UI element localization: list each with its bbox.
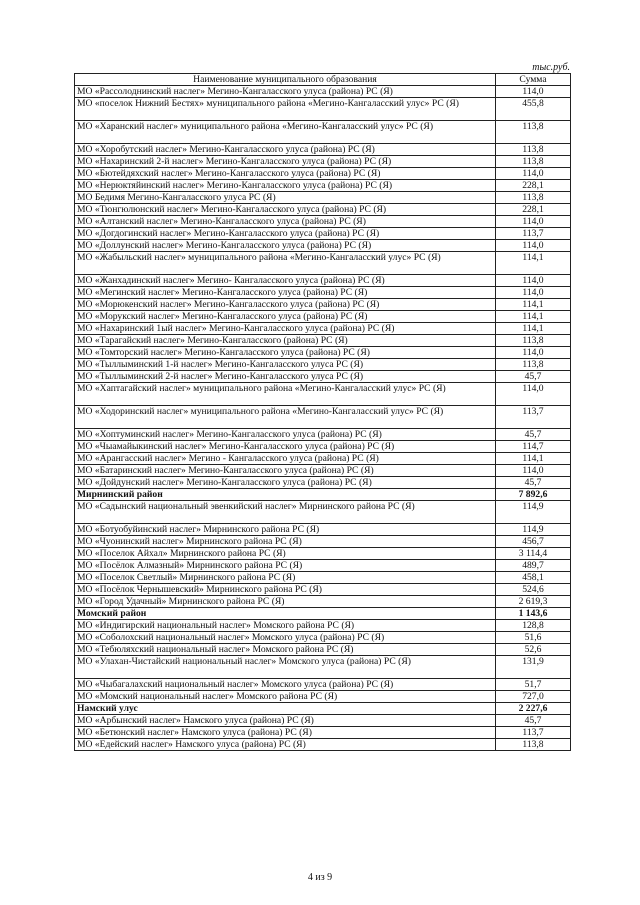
name-cell: МО «Томторский наслег» Мегино-Кангаласского улуса (района) РС (Я)	[75, 347, 496, 359]
table-row	[75, 240, 571, 252]
amount-cell: 113,8	[496, 359, 571, 371]
table-row	[75, 335, 571, 347]
name-cell: МО «Садынский национальный эвенкийский наслег» Мирнинского района РС (Я)	[75, 501, 496, 524]
amount-cell: 45,7	[496, 371, 571, 383]
amount-cell: 3 114,4	[496, 548, 571, 560]
amount-cell: 114,0	[496, 168, 571, 180]
name-cell: МО «Дойдунский наслег» Мегино-Кангаласского улуса (района) РС (Я)	[75, 477, 496, 489]
amount-cell: 114,0	[496, 240, 571, 252]
name-cell: МО «Город Удачный» Мирнинского района РС (Я)	[75, 596, 496, 608]
amount-cell: 114,0	[496, 275, 571, 287]
name-cell: МО «Посёлок Чернышевский» Мирнинского района РС (Я)	[75, 584, 496, 596]
name-cell: МО «Хаптагайский наслег» муниципального района «Мегино-Кангаласский улус» РС (Я)	[75, 383, 496, 406]
amount-cell: 114,0	[496, 216, 571, 228]
name-cell: МО «Бютейдяхский наслег» Мегино-Кангаласского улуса (района) РС (Я)	[75, 168, 496, 180]
amount-cell: 114,0	[496, 465, 571, 477]
table-row	[75, 620, 571, 632]
group-amount-cell: 7 892,6	[496, 489, 571, 501]
amount-cell: 113,8	[496, 121, 571, 144]
budget-table	[74, 73, 571, 751]
name-cell: МО «Нерюктяйинский наслег» Мегино-Кангаласского улуса (района) РС (Я)	[75, 180, 496, 192]
table-header-row	[75, 74, 571, 86]
table-row	[75, 168, 571, 180]
amount-cell: 113,7	[496, 406, 571, 429]
name-cell: МО «Поселок Айхал» Мирнинского района РС (Я)	[75, 548, 496, 560]
table-row	[75, 679, 571, 691]
table-row	[75, 275, 571, 287]
amount-cell: 113,8	[496, 739, 571, 751]
table-row	[75, 383, 571, 406]
amount-cell: 45,7	[496, 429, 571, 441]
table-row	[75, 287, 571, 299]
amount-cell: 113,8	[496, 192, 571, 204]
group-name-cell: Мирнинский район	[75, 489, 496, 501]
table-row	[75, 477, 571, 489]
name-cell: МО «Ботуобуйинский наслег» Мирнинского района РС (Я)	[75, 524, 496, 536]
amount-cell: 727,0	[496, 691, 571, 703]
table-row	[75, 299, 571, 311]
table-row	[75, 465, 571, 477]
amount-cell: 458,1	[496, 572, 571, 584]
amount-cell: 45,7	[496, 715, 571, 727]
name-cell: МО «Алтанский наслег» Мегино-Кангаласского улуса (района) РС (Я)	[75, 216, 496, 228]
page-number: 4 из 9	[307, 872, 333, 883]
name-cell: МО «Доллунский наслег» Мегино-Кангаласского улуса (района) РС (Я)	[75, 240, 496, 252]
table-row	[75, 252, 571, 275]
amount-cell: 113,8	[496, 156, 571, 168]
amount-cell: 114,0	[496, 86, 571, 98]
amount-cell: 45,7	[496, 477, 571, 489]
amount-cell: 113,8	[496, 144, 571, 156]
amount-cell: 113,8	[496, 335, 571, 347]
amount-cell: 51,6	[496, 632, 571, 644]
name-cell: МО «Чуонинский наслег» Мирнинского района РС (Я)	[75, 536, 496, 548]
table-row	[75, 572, 571, 584]
name-cell: МО «Морукский наслег» Мегино-Кангаласского улуса (района) РС (Я)	[75, 311, 496, 323]
table-row	[75, 144, 571, 156]
table-row	[75, 228, 571, 240]
header-name: Наименование муниципального образования	[75, 74, 496, 86]
name-cell: МО «Поселок Светлый» Мирнинского района РС (Я)	[75, 572, 496, 584]
name-cell: МО «Догдогинский наслег» Мегино-Кангаласского улуса (района) РС (Я)	[75, 228, 496, 240]
name-cell: МО «Соболохский национальный наслег» Момского улуса (района) РС (Я)	[75, 632, 496, 644]
name-cell: МО «Харанский наслег» муниципального района «Мегино-Кангаласский улус» РС (Я)	[75, 121, 496, 144]
amount-cell: 114,9	[496, 501, 571, 524]
group-row	[75, 703, 571, 715]
name-cell: МО «Тебюляхский национальный наслег» Момского района РС (Я)	[75, 644, 496, 656]
name-cell: МО «Арангасский наслег» Мегино - Кангаласского улуса (района) РС (Я)	[75, 453, 496, 465]
table-row	[75, 121, 571, 144]
table-row	[75, 371, 571, 383]
header-amount: Сумма	[496, 74, 571, 86]
group-row	[75, 608, 571, 620]
amount-cell: 2 619,3	[496, 596, 571, 608]
name-cell: МО «Момский национальный наслег» Момского района РС (Я)	[75, 691, 496, 703]
name-cell: МО Бедимя Мегино-Кангаласского улуса РС (Я)	[75, 192, 496, 204]
table-row	[75, 524, 571, 536]
name-cell: МО «Мегинский наслег» Мегино-Кангаласского улуса (района) РС (Я)	[75, 287, 496, 299]
amount-cell: 52,6	[496, 644, 571, 656]
table-row	[75, 441, 571, 453]
table-row	[75, 584, 571, 596]
amount-cell: 114,1	[496, 299, 571, 311]
amount-cell: 489,7	[496, 560, 571, 572]
table-row	[75, 429, 571, 441]
group-amount-cell: 1 143,6	[496, 608, 571, 620]
table-row	[75, 156, 571, 168]
units-label: тыс.руб.	[532, 62, 570, 73]
amount-cell: 114,0	[496, 347, 571, 359]
amount-cell: 114,7	[496, 441, 571, 453]
table-row	[75, 216, 571, 228]
amount-cell: 524,6	[496, 584, 571, 596]
name-cell: МО «Батаринский наслег» Мегино-Кангаласского улуса (района) РС (Я)	[75, 465, 496, 477]
amount-cell: 113,7	[496, 228, 571, 240]
table-row	[75, 501, 571, 524]
table-row	[75, 691, 571, 703]
table-row	[75, 739, 571, 751]
name-cell: МО «Тарагайский наслег» Мегино-Кангаласского (района) РС (Я)	[75, 335, 496, 347]
amount-cell: 114,1	[496, 311, 571, 323]
name-cell: МО «Тыллыминский 2-й наслег» Мегино-Кангаласского улуса РС (Я)	[75, 371, 496, 383]
table-row	[75, 644, 571, 656]
table-row	[75, 453, 571, 465]
name-cell: МО «Хоробутский наслег» Мегино-Кангаласского улуса (района) РС (Я)	[75, 144, 496, 156]
name-cell: МО «Посёлок Алмазный» Мирнинского района РС (Я)	[75, 560, 496, 572]
name-cell: МО «Жабыльский наслег» муниципального района «Мегино-Кангаласский улус» РС (Я)	[75, 252, 496, 275]
table-row	[75, 632, 571, 644]
table-row	[75, 311, 571, 323]
table-row	[75, 715, 571, 727]
amount-cell: 131,9	[496, 656, 571, 679]
amount-cell: 114,1	[496, 453, 571, 465]
group-name-cell: Намский улус	[75, 703, 496, 715]
name-cell: МО «Тыллыминский 1-й наслег» Мегино-Кангаласского улуса РС (Я)	[75, 359, 496, 371]
table-row	[75, 727, 571, 739]
group-amount-cell: 2 227,6	[496, 703, 571, 715]
table-row	[75, 204, 571, 216]
name-cell: МО «Бетюнский наслег» Намского улуса (района) РС (Я)	[75, 727, 496, 739]
amount-cell: 114,9	[496, 524, 571, 536]
name-cell: МО «Ходоринский наслег» муниципального района «Мегино-Кангаласский улус» РС (Я)	[75, 406, 496, 429]
table-row	[75, 98, 571, 121]
group-name-cell: Момский район	[75, 608, 496, 620]
name-cell: МО «Хоптуминский наслег» Мегино-Кангаласского улуса (района) РС (Я)	[75, 429, 496, 441]
name-cell: МО «Нахаринский 2-й наслег» Мегино-Кангаласского улуса (района) РС (Я)	[75, 156, 496, 168]
table-row	[75, 536, 571, 548]
table-row	[75, 347, 571, 359]
table-row	[75, 359, 571, 371]
name-cell: МО «Нахаринский 1ый наслег» Мегино-Кангаласского улуса (района) РС (Я)	[75, 323, 496, 335]
group-row	[75, 489, 571, 501]
name-cell: МО «Морюкенский наслег» Мегино-Кангаласского улуса (района) РС (Я)	[75, 299, 496, 311]
name-cell: МО «Рассолоднинский наслег» Мегино-Кангаласского улуса (района) РС (Я)	[75, 86, 496, 98]
table-row	[75, 596, 571, 608]
amount-cell: 114,1	[496, 252, 571, 275]
amount-cell: 228,1	[496, 204, 571, 216]
amount-cell: 455,8	[496, 98, 571, 121]
table-row	[75, 406, 571, 429]
table-row	[75, 560, 571, 572]
table-row	[75, 180, 571, 192]
table-row	[75, 548, 571, 560]
amount-cell: 113,7	[496, 727, 571, 739]
table-row	[75, 323, 571, 335]
name-cell: МО «Улахан-Чистайский национальный наслег» Момского улуса (района) РС (Я)	[75, 656, 496, 679]
table-row	[75, 192, 571, 204]
amount-cell: 114,0	[496, 383, 571, 406]
amount-cell: 114,1	[496, 323, 571, 335]
table-body	[75, 86, 571, 751]
name-cell: МО «Едейский наслег» Намского улуса (района) РС (Я)	[75, 739, 496, 751]
name-cell: МО «поселок Нижний Бестях» муниципального района «Мегино-Кангаласский улус» РС (Я)	[75, 98, 496, 121]
name-cell: МО «Чыбагалахский национальный наслег» Момского улуса (района) РС (Я)	[75, 679, 496, 691]
name-cell: МО «Индигирский национальный наслег» Момского района РС (Я)	[75, 620, 496, 632]
amount-cell: 228,1	[496, 180, 571, 192]
amount-cell: 114,0	[496, 287, 571, 299]
name-cell: МО «Жанхадинский наслег» Мегино- Кангаласского улуса (района) РС (Я)	[75, 275, 496, 287]
table-row	[75, 86, 571, 98]
amount-cell: 51,7	[496, 679, 571, 691]
amount-cell: 128,8	[496, 620, 571, 632]
table-row	[75, 656, 571, 679]
name-cell: МО «Арбынский наслег» Намского улуса (района) РС (Я)	[75, 715, 496, 727]
name-cell: МО «Тюнгюлюнский наслег» Мегино-Кангаласского улуса (района) РС (Я)	[75, 204, 496, 216]
name-cell: МО «Чыамайыкинский наслег» Мегино-Кангаласского улуса (района) РС (Я)	[75, 441, 496, 453]
amount-cell: 456,7	[496, 536, 571, 548]
